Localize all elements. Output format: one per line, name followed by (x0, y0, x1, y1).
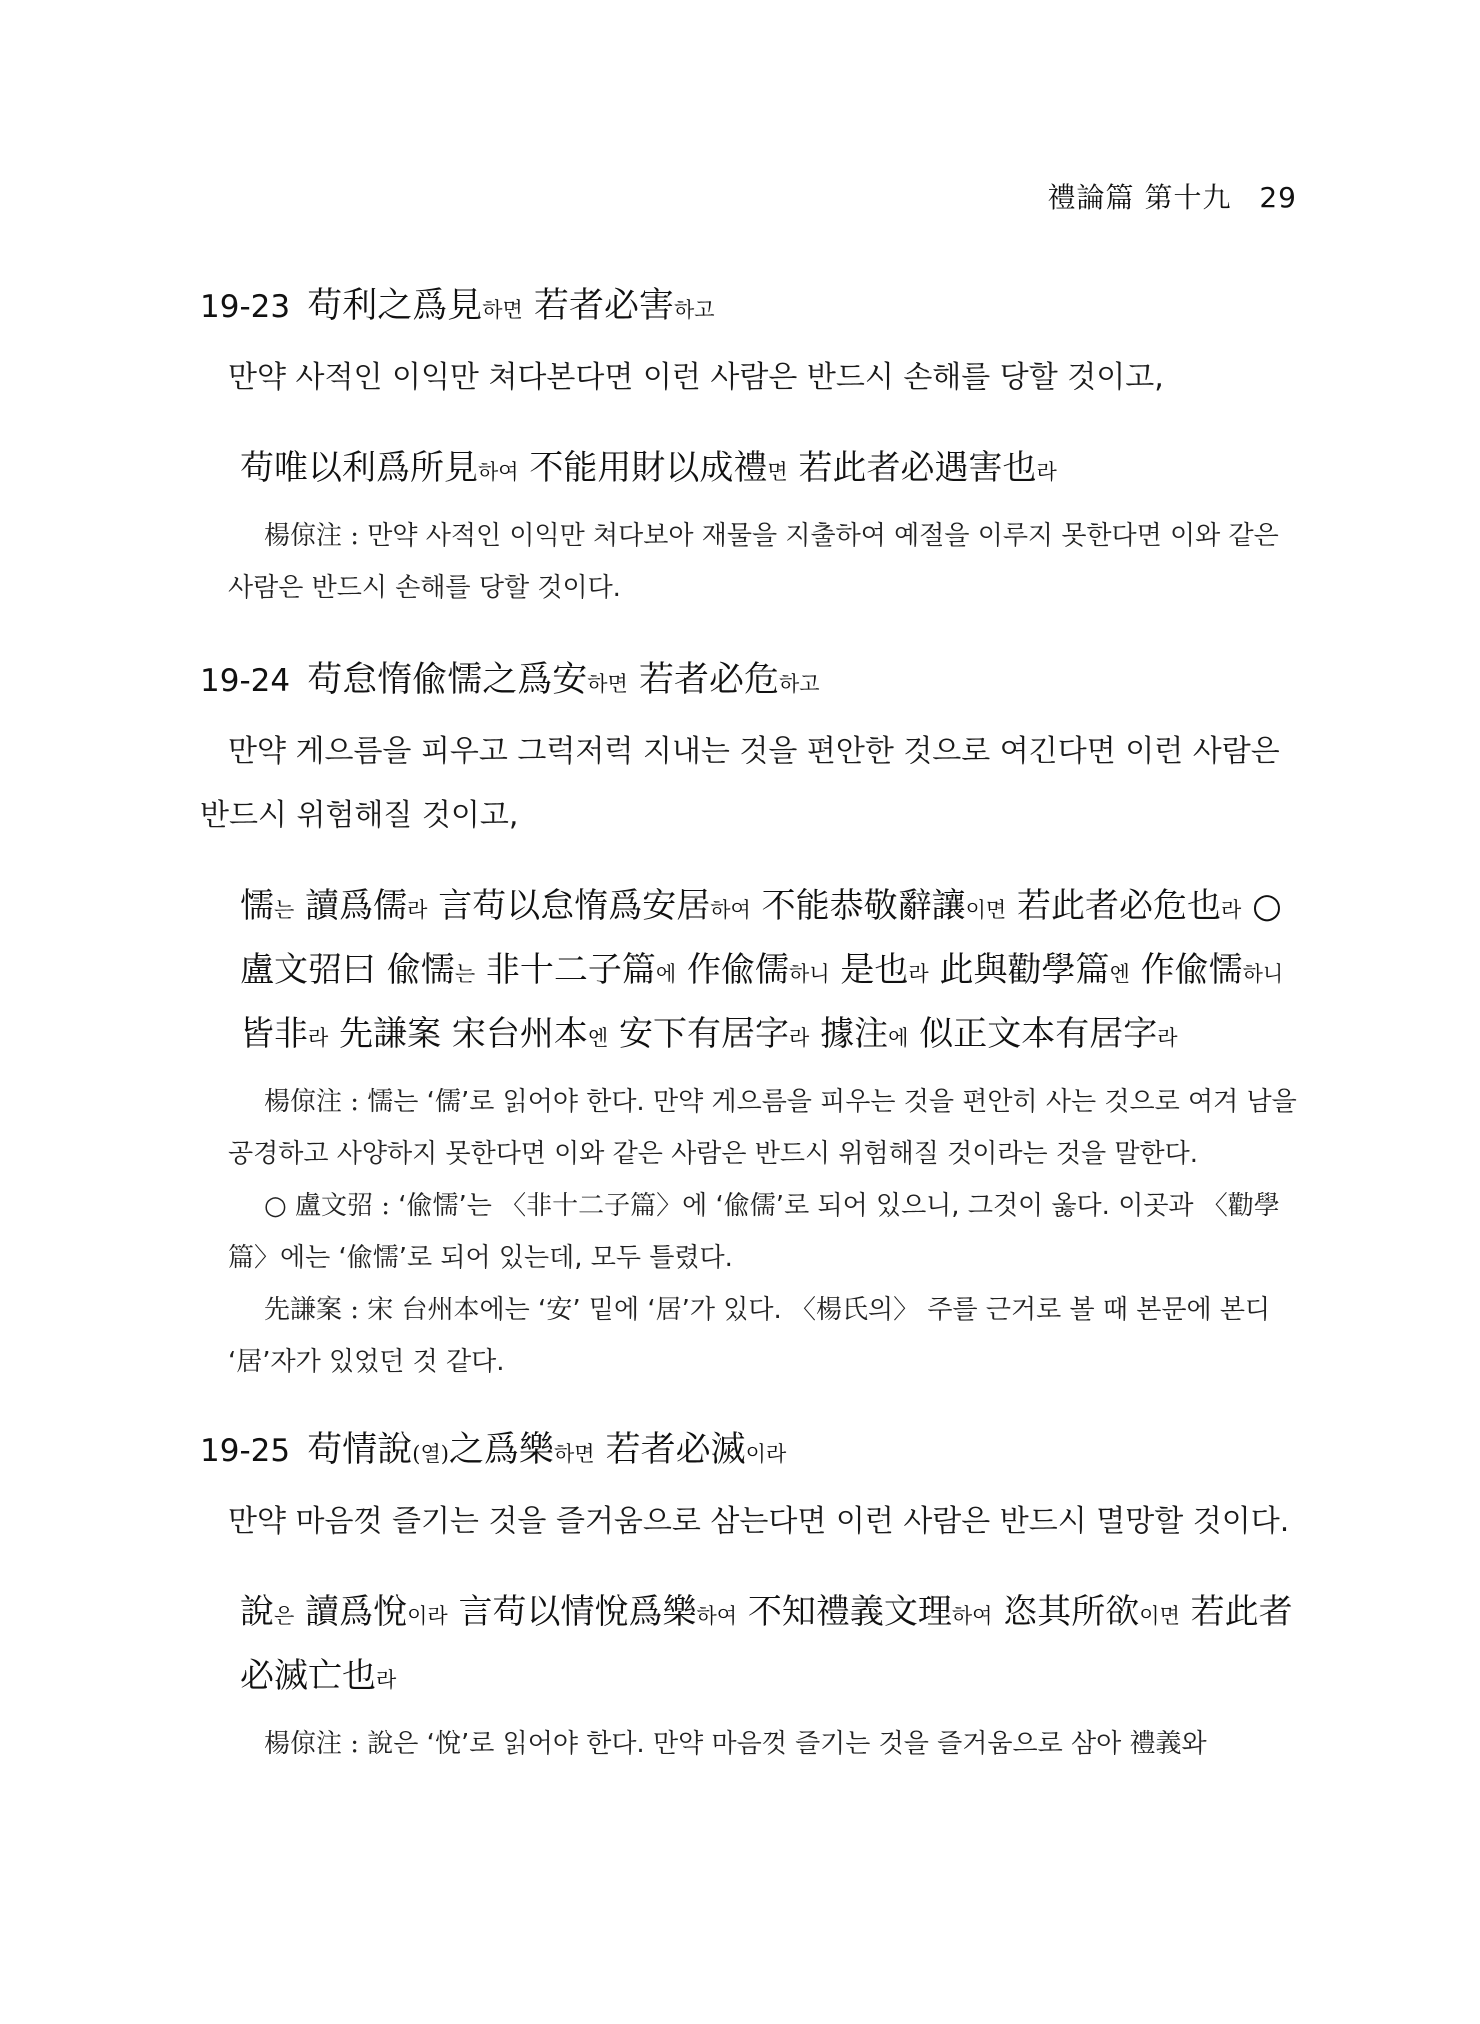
original-text (240, 1582, 1298, 1710)
particle: 이면 (965, 898, 1007, 922)
hanja-text: 苟情說 (307, 1430, 413, 1470)
section-number: 19-24 (200, 663, 291, 699)
hanja-text: 苟怠惰偸懦之爲安 (307, 660, 588, 700)
particle: 라 (1036, 460, 1057, 484)
particle: 하여 (478, 460, 519, 484)
commentary (228, 1718, 1298, 1770)
commentary-paragraph (228, 510, 1298, 614)
particle: 하여 (696, 1604, 738, 1628)
particle: 라 (908, 962, 929, 986)
section-heading (200, 652, 1298, 700)
hanja-text: ○ 盧文弨曰 偸懦 (240, 886, 1282, 990)
commentary-label: ○ 盧文弨 : (264, 1191, 399, 1221)
particle: 하니 (789, 962, 830, 986)
hanja-text: 懦 (240, 886, 274, 926)
hanja-text: 作偸儒 (676, 950, 790, 990)
original-text (240, 876, 1298, 1068)
particle: 라 (308, 1026, 329, 1050)
particle: 라 (407, 898, 428, 922)
particle: 은 (274, 1604, 295, 1628)
commentary-label: 楊倞注 : (264, 521, 368, 551)
hanja-text: 讀爲悅 (294, 1592, 408, 1632)
commentary-label: 先謙案 : (264, 1295, 368, 1325)
particle: 라 (376, 1668, 397, 1692)
particle: 라 (1157, 1026, 1178, 1050)
particle: 하여 (710, 898, 751, 922)
particle: 라 (789, 1026, 810, 1050)
commentary-label: 楊倞注 : (264, 1729, 368, 1759)
hanja-text: 言苟以情悅爲樂 (447, 1592, 697, 1632)
hanja-text: 之爲樂 (448, 1430, 554, 1470)
particle: 는 (454, 962, 476, 986)
particle: 하면 (553, 1442, 595, 1466)
translation: 만약 사적인 이익만 쳐다본다면 이런 사람은 반드시 손해를 당할 것이고, (228, 360, 1164, 395)
page-number: 29 (1259, 181, 1297, 214)
heading-text (307, 660, 819, 700)
particle: 면 (767, 460, 788, 484)
particle: 이라 (745, 1442, 787, 1466)
section-heading (200, 278, 1298, 326)
commentary-label: 楊倞注 : (264, 1087, 368, 1117)
commentary-text: ‘偸懦’는 〈非十二子篇〉에 ‘偸儒’로 되어 있으니, 그것이 옳다. 이곳과 〈勸學篇〉에는 ‘偸懦’로 되어 있는데, 모두 틀렸다. (228, 1191, 1280, 1273)
hanja-text: 非十二子篇 (475, 950, 656, 990)
section-19-24 (200, 652, 1298, 1388)
commentary-paragraph (228, 1284, 1298, 1388)
commentary-paragraph (228, 1180, 1298, 1284)
translation: 만약 게으름을 피우고 그럭저럭 지내는 것을 편안한 것으로 여긴다면 이런 사람은 반드시 위험해질 것이고, (200, 734, 1280, 833)
hanja-text: 不能用財以成禮 (518, 448, 768, 488)
hanja-text: 言苟以怠惰爲安居 (427, 886, 711, 926)
particle: 는 (274, 898, 295, 922)
particle: 하고 (778, 672, 820, 696)
hanja-text: 若此者必危也 (1006, 886, 1221, 926)
commentary (228, 1076, 1298, 1388)
particle: 하면 (587, 672, 628, 696)
section-19-23 (200, 278, 1298, 614)
hanja-text: 先謙案 宋台州本 (328, 1014, 588, 1054)
original-text (240, 438, 1298, 502)
commentary-text: 만약 사적인 이익만 쳐다보아 재물을 지출하여 예절을 이루지 못한다면 이와 같은 사람은 반드시 손해를 당할 것이다. (228, 521, 1279, 603)
hanja-text: 若者必滅 (594, 1430, 746, 1470)
hanja-text: 若此者必滅亡也 (240, 1592, 1293, 1696)
hanja-text: 恣其所欲 (992, 1592, 1140, 1632)
particle: (열) (412, 1442, 449, 1466)
commentary-text: 宋 台州本에는 ‘安’ 밑에 ‘居’가 있다. 〈楊氏의〉 주를 근거로 볼 때 본문에 본디 ‘居’자가 있었던 것 같다. (228, 1295, 1271, 1377)
particle: 엔 (587, 1026, 609, 1050)
commentary-paragraph (228, 1718, 1298, 1770)
particle: 에 (655, 962, 677, 986)
hanja-text: 不能恭敬辭讓 (750, 886, 966, 926)
particle: 이면 (1139, 1604, 1180, 1628)
particle: 에 (888, 1026, 909, 1050)
particle: 이라 (407, 1604, 448, 1628)
hanja-text: 作偸懦 (1129, 950, 1243, 990)
hanja-text: 安下有居字 (608, 1014, 790, 1054)
hanja-text: 皆非 (240, 1014, 308, 1054)
particle: 하면 (482, 298, 523, 322)
translation: 만약 마음껏 즐기는 것을 즐거움으로 삼는다면 이런 사람은 반드시 멸망할 것이다. (228, 1504, 1290, 1539)
hanja-text: 苟唯以利爲所見 (240, 448, 478, 488)
commentary-text: 說은 ‘悅’로 읽어야 한다. 만약 마음껏 즐기는 것을 즐거움으로 삼아 禮義와 (367, 1729, 1207, 1759)
hanja-text: 不知禮義文理 (737, 1592, 952, 1632)
commentary-paragraph (228, 1076, 1298, 1180)
heading-text (307, 1430, 786, 1470)
running-header-title: 禮論篇 第十九 (1047, 181, 1232, 214)
commentary (228, 510, 1298, 614)
particle: 엔 (1109, 962, 1130, 986)
hanja-text: 似正文本有居字 (908, 1014, 1158, 1054)
particle: 하여 (951, 1604, 993, 1628)
hanja-text: 若者必害 (522, 286, 674, 326)
hanja-text: 苟利之爲見 (307, 286, 483, 326)
particle: 라 (1221, 898, 1242, 922)
hanja-text: 讀爲儒 (294, 886, 408, 926)
section-heading (200, 1422, 1298, 1470)
particle: 하고 (673, 298, 715, 322)
hanja-text: 此與勸學篇 (928, 950, 1110, 990)
section-number: 19-25 (200, 1433, 291, 1469)
particle: 하니 (1242, 962, 1284, 986)
hanja-text: 若者必危 (627, 660, 779, 700)
section-19-25 (200, 1422, 1298, 1770)
running-header (1048, 176, 1297, 216)
section-number: 19-23 (200, 289, 291, 325)
hanja-text: 若此者必遇害也 (787, 448, 1037, 488)
hanja-text: 說 (240, 1592, 274, 1632)
hanja-text: 是也 (829, 950, 909, 990)
heading-text (307, 286, 714, 326)
commentary-text: 懦는 ‘儒’로 읽어야 한다. 만약 게으름을 피우는 것을 편안히 사는 것으로 여겨 남을 공경하고 사양하지 못한다면 이와 같은 사람은 반드시 위험해질 것이라는 것을 말한다. (228, 1087, 1297, 1169)
hanja-text: 據注 (809, 1014, 889, 1054)
